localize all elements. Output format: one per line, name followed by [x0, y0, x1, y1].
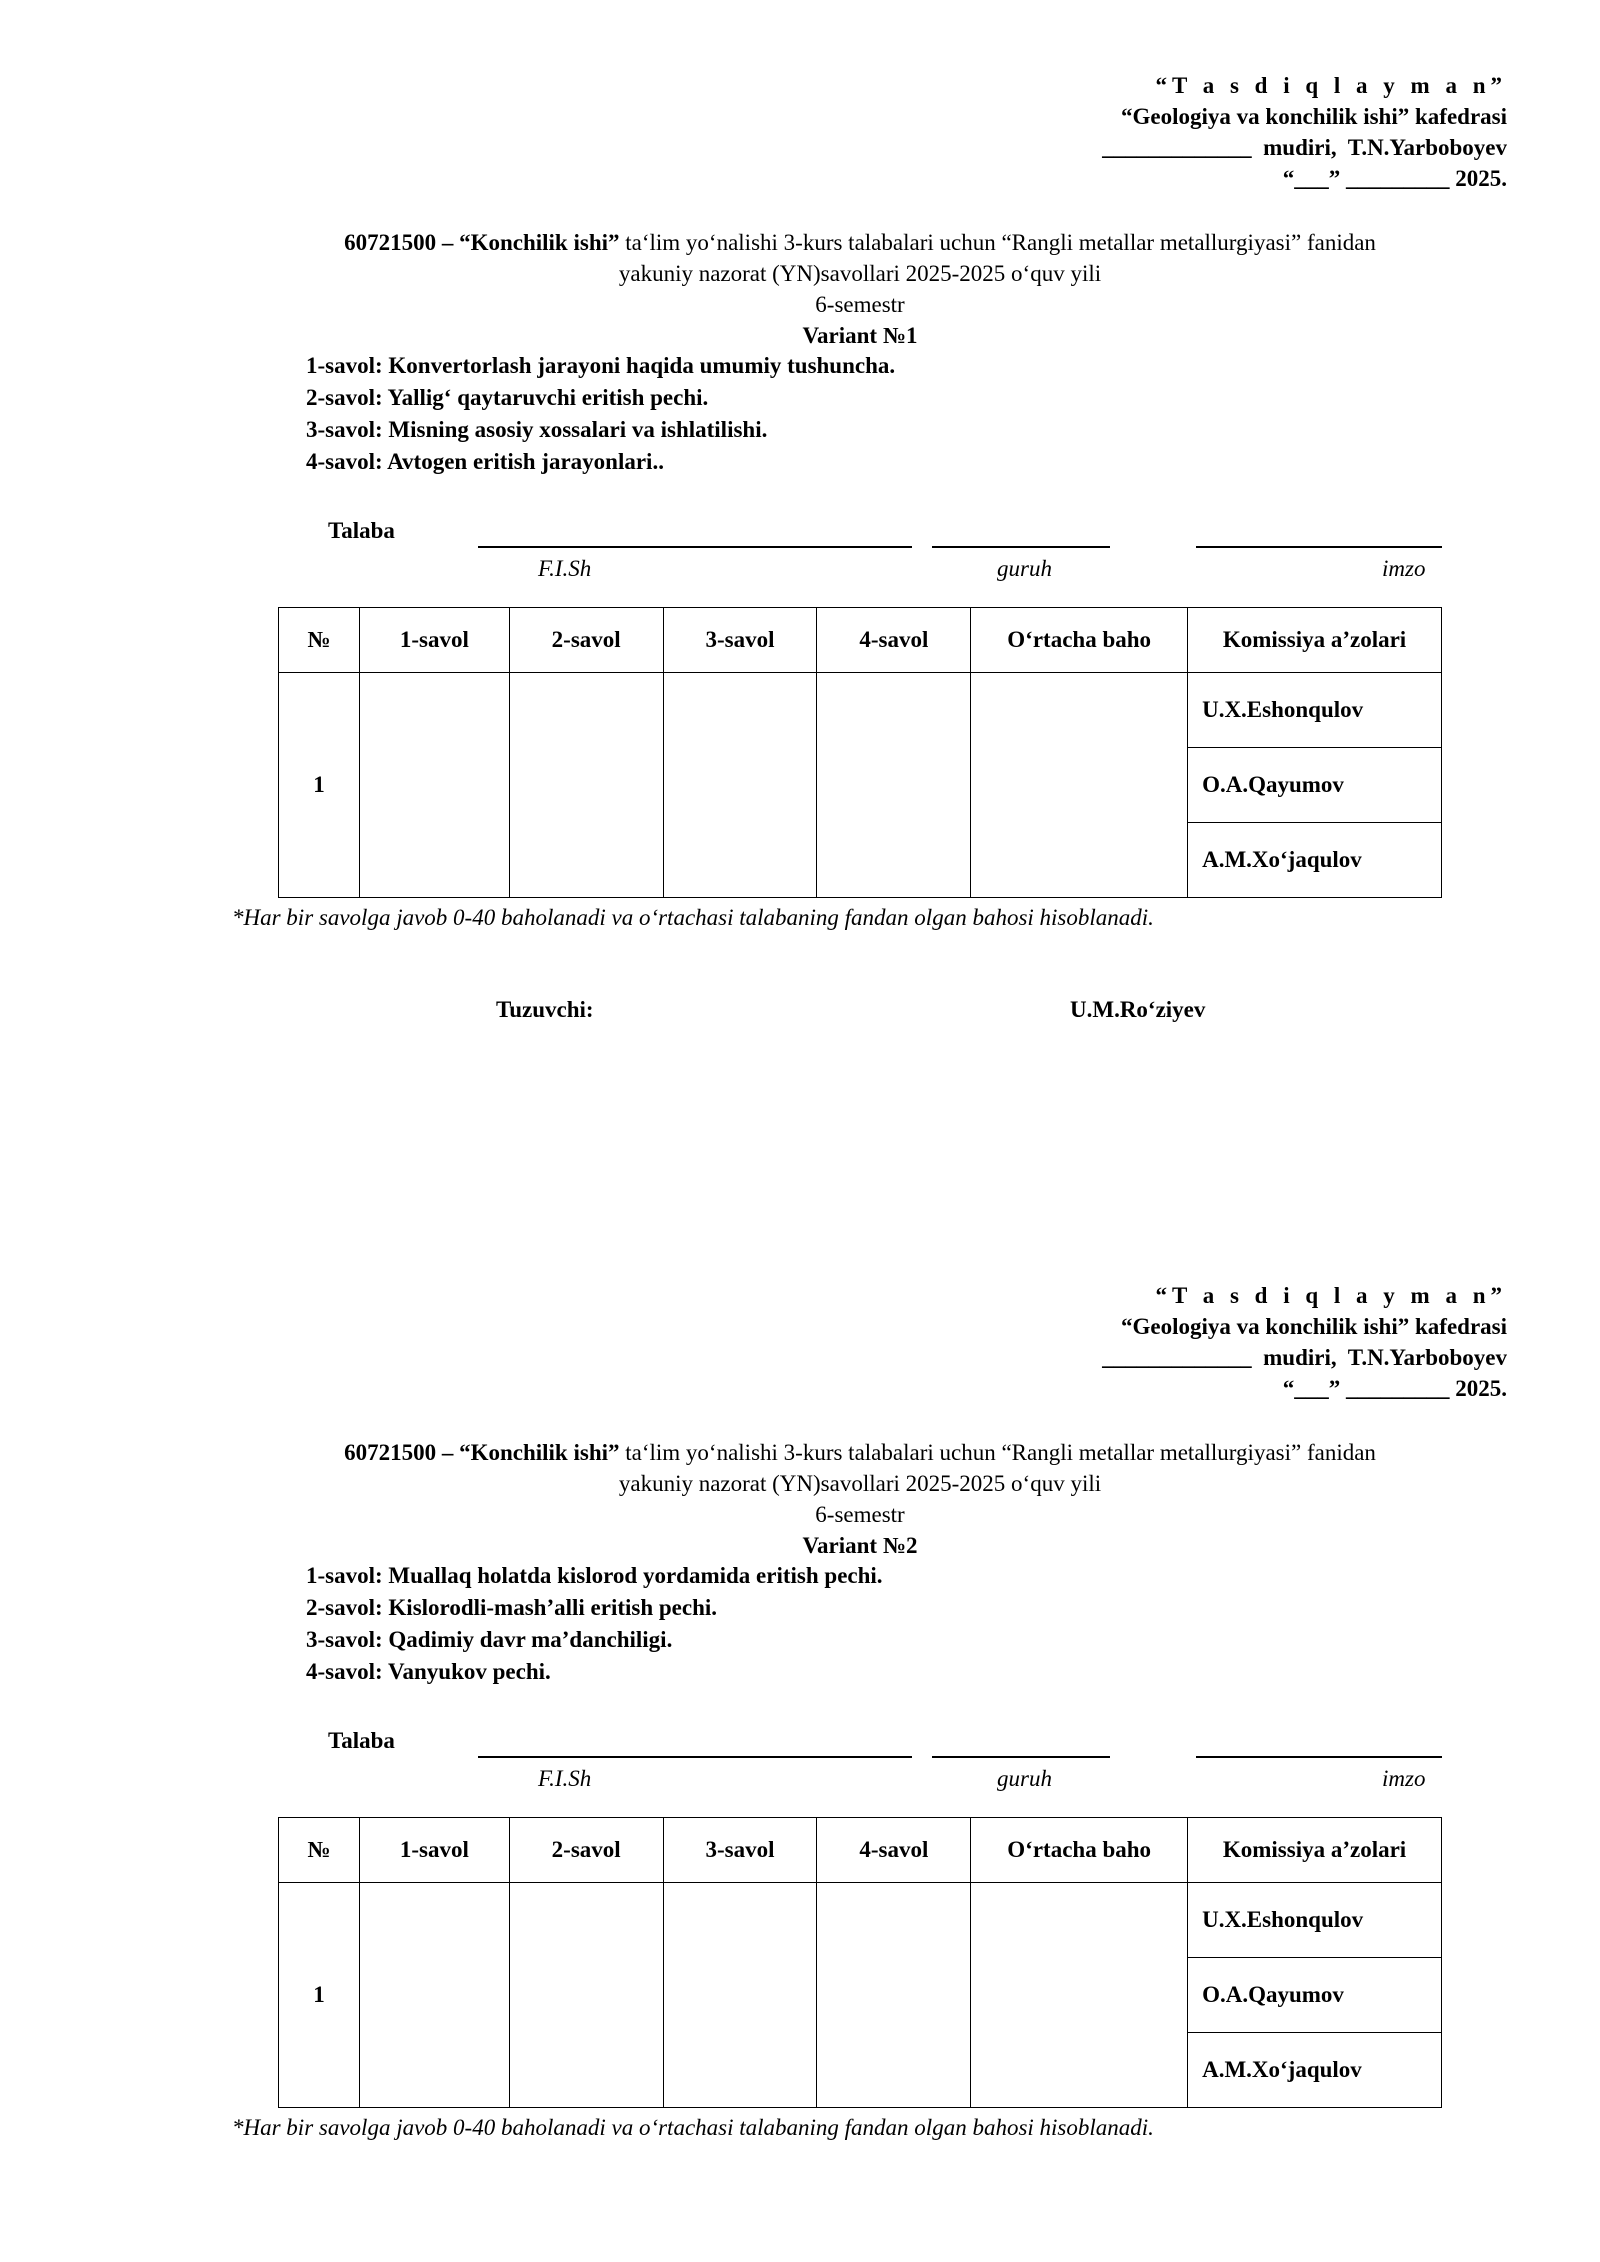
average-cell[interactable]	[971, 1883, 1188, 2108]
score-q4-cell[interactable]	[817, 673, 971, 898]
program-code: 60721500 – “Konchilik ishi”	[344, 230, 620, 255]
header-average: O‘rtacha baho	[971, 608, 1188, 673]
grade-table	[278, 607, 1442, 898]
exam-title	[180, 227, 1540, 351]
grading-note: *Har bir savolga javob 0-40 baholanadi va o‘rtachasi talabaning fandan olgan bahosi hisoblanadi.	[232, 905, 1154, 930]
exam-title	[180, 1437, 1540, 1561]
header-q2: 2-savol	[509, 608, 663, 673]
approval-head: _____________ mudiri, T.N.Yarboboyev	[1102, 1345, 1507, 1370]
approval-head: _____________ mudiri, T.N.Yarboboyev	[1102, 135, 1507, 160]
commission-member-1: U.X.Eshonqulov	[1188, 673, 1442, 748]
sign-caption: imzo	[1382, 1766, 1426, 1791]
name-underline[interactable]	[478, 546, 912, 548]
title-line-2: yakuniy nazorat (YN)savollari 2025-2025 o‘quv yili	[618, 261, 1102, 286]
question-3: 3-savol: Misning asosiy xossalari va ishlatilishi.	[306, 417, 768, 442]
approval-date: “___” _________ 2025.	[1282, 1376, 1507, 1401]
name-caption: F.I.Sh	[538, 556, 592, 581]
question-1: 1-savol: Konvertorlash jarayoni haqida umumiy tushuncha.	[306, 353, 896, 378]
group-underline[interactable]	[932, 1756, 1110, 1758]
student-label: Talaba	[328, 518, 395, 543]
header-q1: 1-savol	[359, 608, 509, 673]
group-caption: guruh	[997, 556, 1052, 581]
sign-underline[interactable]	[1196, 1756, 1442, 1758]
variant-number: Variant №1	[802, 323, 918, 348]
approval-heading: “T a s d i q l a y m a n”	[1155, 73, 1507, 98]
header-commission: Komissiya a’zolari	[1188, 1818, 1442, 1883]
score-q3-cell[interactable]	[663, 673, 817, 898]
title-line-1: ta‘lim yo‘nalishi 3-kurs talabalari uchun “Rangli metallar metallurgiyasi” fanidan	[619, 230, 1376, 255]
header-commission: Komissiya a’zolari	[1188, 608, 1442, 673]
row-number: 1	[279, 1883, 360, 2108]
header-average: O‘rtacha baho	[971, 1818, 1188, 1883]
student-line	[0, 518, 1600, 588]
semester: 6-semestr	[815, 292, 905, 317]
grading-note: *Har bir savolga javob 0-40 baholanadi va o‘rtachasi talabaning fandan olgan bahosi hisoblanadi.	[232, 2115, 1154, 2140]
table-row	[279, 673, 1442, 748]
semester: 6-semestr	[815, 1502, 905, 1527]
approval-block	[1102, 1280, 1507, 1404]
program-code: 60721500 – “Konchilik ishi”	[344, 1440, 620, 1465]
title-line-2: yakuniy nazorat (YN)savollari 2025-2025 o‘quv yili	[618, 1471, 1102, 1496]
score-q3-cell[interactable]	[663, 1883, 817, 2108]
approval-department: “Geologiya va konchilik ishi” kafedrasi	[1121, 1314, 1507, 1339]
question-4: 4-savol: Vanyukov pechi.	[306, 1659, 551, 1684]
sign-caption: imzo	[1382, 556, 1426, 581]
name-underline[interactable]	[478, 1756, 912, 1758]
grade-table	[278, 1817, 1442, 2108]
group-underline[interactable]	[932, 546, 1110, 548]
question-4: 4-savol: Avtogen eritish jarayonlari..	[306, 449, 664, 474]
table-row	[279, 1883, 1442, 1958]
variant-number: Variant №2	[802, 1533, 918, 1558]
commission-member-2: O.A.Qayumov	[1188, 748, 1442, 823]
question-2: 2-savol: Yallig‘ qaytaruvchi eritish pechi.	[306, 385, 709, 410]
name-caption: F.I.Sh	[538, 1766, 592, 1791]
student-label: Talaba	[328, 1728, 395, 1753]
table-header-row	[279, 608, 1442, 673]
sign-underline[interactable]	[1196, 546, 1442, 548]
header-number: №	[279, 608, 360, 673]
score-q2-cell[interactable]	[509, 1883, 663, 2108]
table-header-row	[279, 1818, 1442, 1883]
score-q1-cell[interactable]	[359, 673, 509, 898]
header-q4: 4-savol	[817, 608, 971, 673]
question-list	[306, 1560, 883, 1688]
header-q2: 2-savol	[509, 1818, 663, 1883]
score-q2-cell[interactable]	[509, 673, 663, 898]
header-q3: 3-savol	[663, 608, 817, 673]
header-q1: 1-savol	[359, 1818, 509, 1883]
score-q4-cell[interactable]	[817, 1883, 971, 2108]
header-q3: 3-savol	[663, 1818, 817, 1883]
group-caption: guruh	[997, 1766, 1052, 1791]
commission-member-3: A.M.Xo‘jaqulov	[1188, 823, 1442, 898]
compiler-label: Tuzuvchi:	[496, 997, 594, 1022]
average-cell[interactable]	[971, 673, 1188, 898]
question-list	[306, 350, 895, 478]
approval-date: “___” _________ 2025.	[1282, 166, 1507, 191]
title-line-1: ta‘lim yo‘nalishi 3-kurs talabalari uchun “Rangli metallar metallurgiyasi” fanidan	[619, 1440, 1376, 1465]
approval-heading: “T a s d i q l a y m a n”	[1155, 1283, 1507, 1308]
question-2: 2-savol: Kislorodli-mash’alli eritish pechi.	[306, 1595, 718, 1620]
header-q4: 4-savol	[817, 1818, 971, 1883]
approval-block	[1102, 70, 1507, 194]
question-3: 3-savol: Qadimiy davr ma’danchiligi.	[306, 1627, 673, 1652]
header-number: №	[279, 1818, 360, 1883]
commission-member-2: O.A.Qayumov	[1188, 1958, 1442, 2033]
compiler-name: U.M.Ro‘ziyev	[1070, 997, 1206, 1022]
row-number: 1	[279, 673, 360, 898]
commission-member-1: U.X.Eshonqulov	[1188, 1883, 1442, 1958]
question-1: 1-savol: Muallaq holatda kislorod yordamida eritish pechi.	[306, 1563, 883, 1588]
score-q1-cell[interactable]	[359, 1883, 509, 2108]
approval-department: “Geologiya va konchilik ishi” kafedrasi	[1121, 104, 1507, 129]
student-line	[0, 1728, 1600, 1798]
commission-member-3: A.M.Xo‘jaqulov	[1188, 2033, 1442, 2108]
